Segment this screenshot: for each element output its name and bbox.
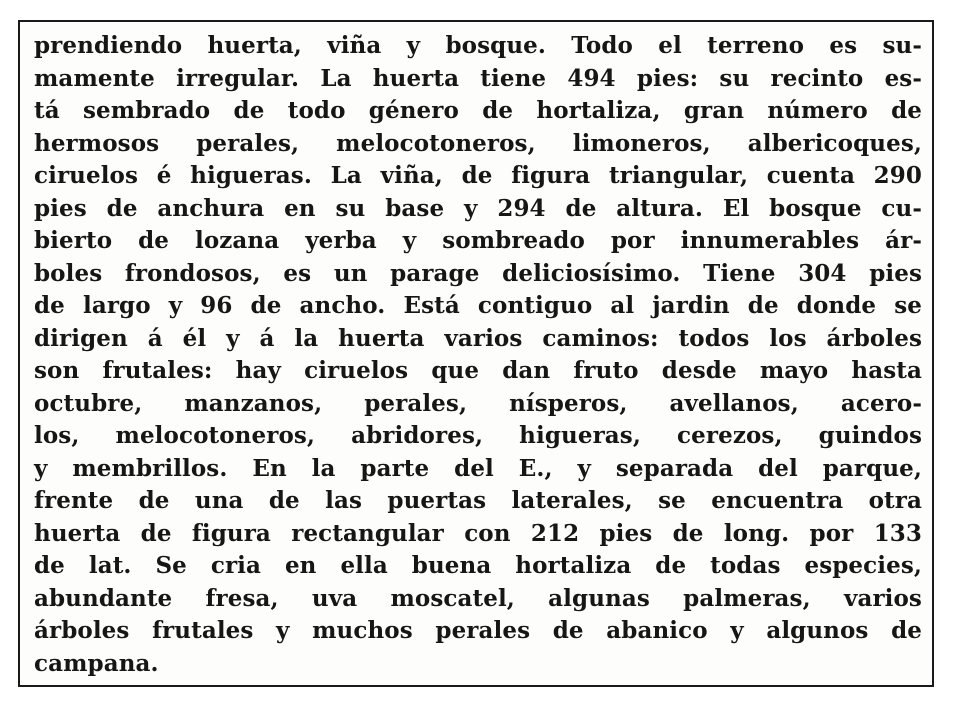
paragraph [34, 30, 922, 680]
text-line: mamente irregular. La huerta tiene 494 pies: su recinto es- [34, 64, 922, 92]
text-line: huerta de figura rectangular con 212 pies de long. por 133 [34, 519, 922, 547]
text-frame [18, 20, 934, 687]
text-line: bierto de lozana yerba y sombreado por innumerables ár- [34, 227, 922, 254]
text-line: prendiendo huerta, viña y bosque. Todo el terreno es su- [34, 32, 922, 59]
text-line: ciruelos é higueras. La viña, de figura triangular, cuenta 290 [34, 162, 922, 189]
text-line: pies de anchura en su base y 294 de altura. El bosque cu- [34, 194, 922, 222]
text-line: hermosos perales, melocotoneros, limoneros, albericoques, [34, 129, 922, 157]
text-line: octubre, manzanos, perales, nísperos, avellanos, acero- [34, 389, 922, 417]
text-line: dirigen á él y á la huerta varios caminos: todos los árboles [34, 324, 922, 352]
text-line: campana. [34, 649, 159, 677]
text-line: y membrillos. En la parte del E., y separada del parque, [34, 454, 922, 482]
text-line: boles frondosos, es un parage deliciosísimo. Tiene 304 pies [34, 259, 922, 287]
text-line: frente de una de las puertas laterales, se encuentra otra [34, 487, 922, 514]
text-line: abundante fresa, uva moscatel, algunas palmeras, varios [34, 584, 922, 612]
text-line: árboles frutales y muchos perales de abanico y algunos de [34, 617, 922, 644]
text-line: de largo y 96 de ancho. Está contiguo al jardin de donde se [34, 292, 922, 319]
text-line: tá sembrado de todo género de hortaliza, gran número de [34, 97, 922, 124]
text-line: son frutales: hay ciruelos que dan fruto desde mayo hasta [34, 357, 922, 384]
text-line: de lat. Se cria en ella buena hortaliza de todas especies, [34, 552, 922, 579]
text-line: los, melocotoneros, abridores, higueras, cerezos, guindos [34, 422, 922, 449]
